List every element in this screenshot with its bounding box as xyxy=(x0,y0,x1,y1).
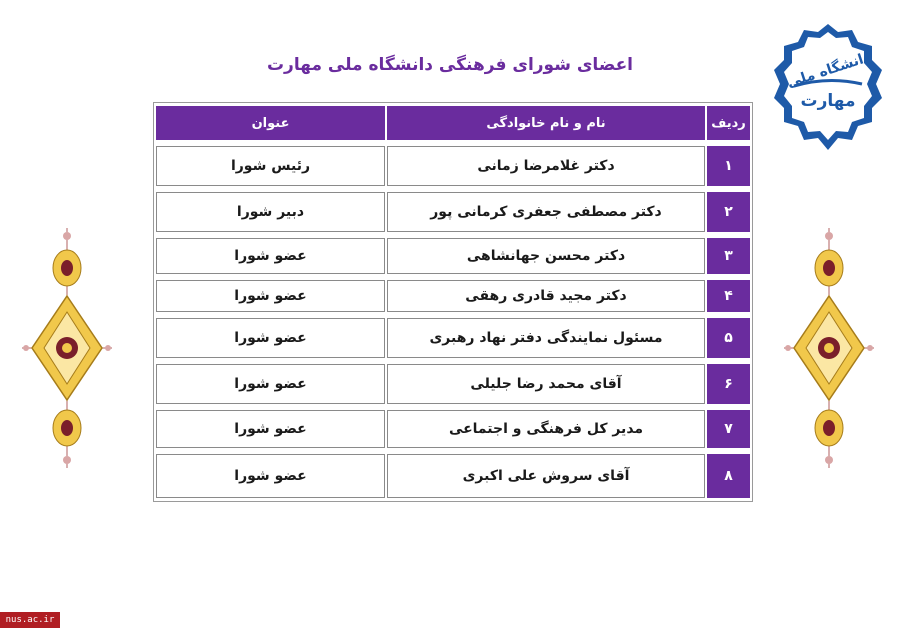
row-role: عضو شورا xyxy=(156,280,385,312)
table-row xyxy=(154,143,752,189)
row-name: مدیر کل فرهنگی و اجتماعی xyxy=(387,410,705,448)
table-row xyxy=(154,315,752,361)
row-role: دبیر شورا xyxy=(156,192,385,232)
row-role: عضو شورا xyxy=(156,318,385,358)
ornament-right-icon xyxy=(784,228,874,468)
row-number: ۵ xyxy=(707,318,750,358)
page-title: اعضای شورای فرهنگی دانشگاه ملی مهارت xyxy=(266,55,634,75)
row-role: عضو شورا xyxy=(156,238,385,274)
row-name: آقای سروش علی اکبری xyxy=(387,454,705,498)
header-name: نام و نام خانوادگی xyxy=(387,106,705,140)
logo-line1: دانشگاه ملی xyxy=(785,49,873,92)
row-role: عضو شورا xyxy=(156,454,385,498)
table-row xyxy=(154,235,752,277)
row-name: دکتر محسن جهانشاهی xyxy=(387,238,705,274)
row-number: ۱ xyxy=(707,146,750,186)
header-role: عنوان xyxy=(156,106,385,140)
table-header-row xyxy=(154,103,752,143)
university-logo xyxy=(772,22,884,154)
row-name: دکتر مجید قادری رهقی xyxy=(387,280,705,312)
row-number: ۶ xyxy=(707,364,750,404)
ornament-left-icon xyxy=(22,228,112,468)
row-name: دکتر مصطفی جعفری کرمانی پور xyxy=(387,192,705,232)
row-number: ۷ xyxy=(707,410,750,448)
row-number: ۳ xyxy=(707,238,750,274)
row-number: ۲ xyxy=(707,192,750,232)
table-row xyxy=(154,361,752,407)
row-role: عضو شورا xyxy=(156,364,385,404)
logo-line2: مهارت xyxy=(800,91,856,111)
table-row xyxy=(154,451,752,501)
table-row xyxy=(154,277,752,315)
row-role: عضو شورا xyxy=(156,410,385,448)
row-number: ۴ xyxy=(707,280,750,312)
row-number: ۸ xyxy=(707,454,750,498)
council-table xyxy=(153,102,753,502)
footer-site-link[interactable]: nus.ac.ir xyxy=(0,612,60,628)
row-role: رئیس شورا xyxy=(156,146,385,186)
table-row xyxy=(154,189,752,235)
row-name: دکتر غلامرضا زمانی xyxy=(387,146,705,186)
header-number: ردیف xyxy=(707,106,750,140)
row-name: آقای محمد رضا جلیلی xyxy=(387,364,705,404)
row-name: مسئول نمایندگی دفتر نهاد رهبری xyxy=(387,318,705,358)
table-row xyxy=(154,407,752,451)
